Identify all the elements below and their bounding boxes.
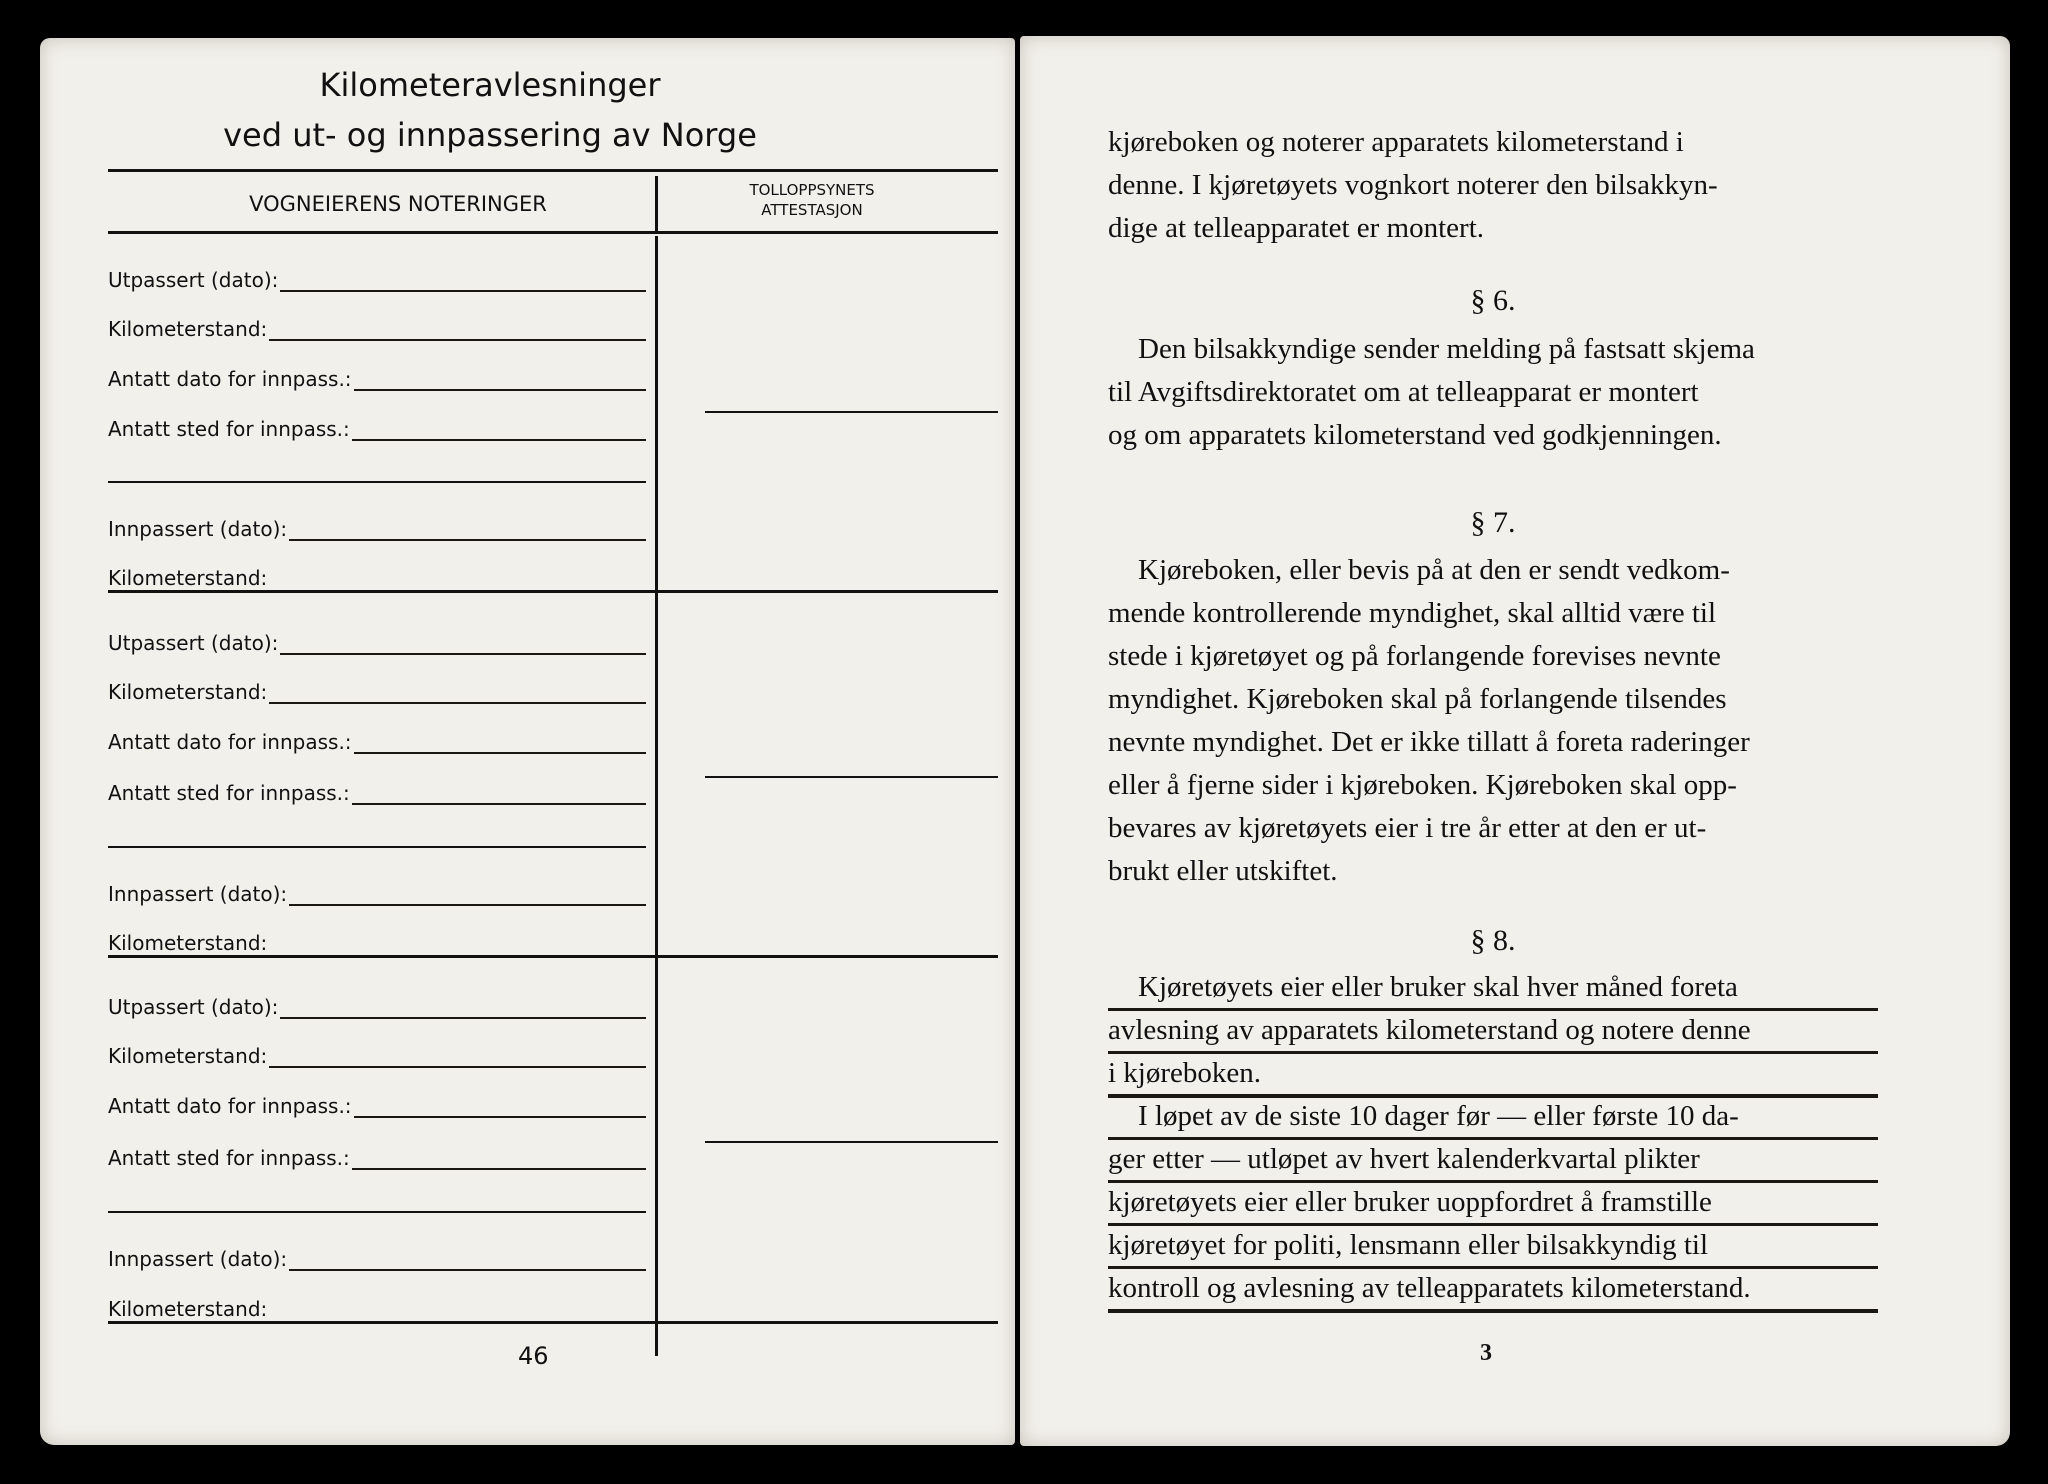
customs-column-header (662, 180, 962, 220)
field-label: Kilometerstand: (108, 1044, 268, 1068)
entry-line[interactable] (269, 319, 646, 341)
block1-innpassert-row[interactable] (108, 511, 646, 541)
text-line: kjøretøyet for politi, lensmann eller bilsakkyndig til (1108, 1229, 1709, 1261)
field-label: Innpassert (dato): (108, 1247, 288, 1271)
text-underline (1108, 1008, 1878, 1011)
left-page (40, 38, 1015, 1445)
block2-antatt-sted-row[interactable] (108, 775, 646, 805)
customs-header-line1: TOLLOPPSYNETS (749, 181, 875, 199)
text-line: stede i kjøretøyet og på forlangende forevises nevnte (1108, 640, 1721, 672)
text-line: nevnte myndighet. Det er ikke tillatt å foreta raderinger (1108, 726, 1750, 758)
header-top-rule (108, 169, 998, 172)
text-line: ger etter — utløpet av hvert kalenderkvartal plikter (1108, 1143, 1700, 1175)
field-label: Innpassert (dato): (108, 882, 288, 906)
text-underline (1108, 1051, 1878, 1054)
form-subtitle: ved ut- og innpassering av Norge (223, 116, 757, 154)
entry-line[interactable] (269, 1046, 646, 1068)
text-line: eller å fjerne sider i kjøreboken. Kjøreboken skal opp- (1108, 769, 1737, 801)
field-label: Kilometerstand: (108, 1297, 268, 1321)
entry-line[interactable] (354, 732, 646, 754)
entry-line[interactable] (289, 1249, 646, 1271)
block-separator (108, 955, 998, 958)
entry-line[interactable] (280, 633, 646, 655)
text-underline (1108, 1223, 1878, 1226)
text-underline (1108, 1266, 1878, 1269)
owner-column-header: VOGNEIERENS NOTERINGER (249, 192, 547, 216)
field-label: Kilometerstand: (108, 680, 268, 704)
section-6-heading: § 6. (1470, 284, 1516, 317)
block3-antatt-sted-row[interactable] (108, 1140, 646, 1170)
text-line: myndighet. Kjøreboken skal på forlangende tilsendes (1108, 683, 1727, 715)
block-separator (108, 590, 998, 593)
customs-sign-line[interactable] (705, 411, 998, 413)
text-underline (1108, 1137, 1878, 1140)
field-label: Antatt sted for innpass.: (108, 1146, 350, 1170)
text-line: kjøreboken og noterer apparatets kilometerstand i (1108, 126, 1684, 158)
left-page-number: 46 (518, 1342, 549, 1370)
text-underline (1108, 1180, 1878, 1183)
entry-line[interactable] (269, 682, 646, 704)
field-label: Kilometerstand: (108, 566, 268, 590)
bottom-rule (108, 1321, 998, 1324)
text-line: mende kontrollerende myndighet, skal alltid være til (1108, 597, 1717, 629)
entry-line[interactable] (289, 884, 646, 906)
block3-kilometerstand-row[interactable] (108, 1038, 646, 1068)
field-label: Utpassert (dato): (108, 631, 279, 655)
customs-header-line2: ATTESTASJON (761, 201, 863, 219)
text-line: Kjøreboken, eller bevis på at den er sendt vedkom- (1138, 554, 1730, 586)
block2-kilometerstand2-row (108, 925, 646, 955)
right-page (1020, 36, 2010, 1446)
block2-antatt-dato-row[interactable] (108, 724, 646, 754)
block3-innpassert-row[interactable] (108, 1241, 646, 1271)
block2-kilometerstand-row[interactable] (108, 674, 646, 704)
field-label: Antatt sted for innpass.: (108, 417, 350, 441)
text-line: Den bilsakkyndige sender melding på fastsatt skjema (1138, 333, 1755, 365)
field-label: Antatt dato for innpass.: (108, 367, 352, 391)
block1-utpassert-row[interactable] (108, 262, 646, 292)
text-line: denne. I kjøretøyets vognkort noterer den bilsakkyn- (1108, 169, 1718, 201)
text-line: kontroll og avlesning av telleapparatets kilometerstand. (1108, 1272, 1751, 1304)
section-7-heading: § 7. (1470, 506, 1516, 539)
entry-line[interactable] (289, 519, 646, 541)
entry-line[interactable] (354, 369, 646, 391)
column-divider (655, 236, 658, 1356)
text-line: bevares av kjøretøyets eier i tre år etter at den er ut- (1108, 812, 1707, 844)
text-underline (1108, 1309, 1878, 1313)
text-line: avlesning av apparatets kilometerstand og notere denne (1108, 1014, 1751, 1046)
entry-line[interactable] (352, 783, 646, 805)
section-8-heading: § 8. (1470, 924, 1516, 957)
section-7-paragraph (1108, 549, 1878, 893)
customs-sign-line[interactable] (705, 776, 998, 778)
blank-entry-line[interactable] (108, 1211, 646, 1213)
customs-sign-line[interactable] (705, 1141, 998, 1143)
field-label: Kilometerstand: (108, 317, 268, 341)
text-line: i kjøreboken. (1108, 1057, 1262, 1089)
block2-innpassert-row[interactable] (108, 876, 646, 906)
entry-line[interactable] (354, 1096, 646, 1118)
section-6-paragraph (1108, 328, 1878, 457)
text-line: dige at telleapparatet er montert. (1108, 212, 1485, 244)
text-line: kjøretøyets eier eller bruker uoppfordret å framstille (1108, 1186, 1712, 1218)
entry-line[interactable] (280, 997, 646, 1019)
block3-utpassert-row[interactable] (108, 989, 646, 1019)
blank-entry-line[interactable] (108, 481, 646, 483)
block3-kilometerstand2-row (108, 1291, 646, 1321)
text-line: brukt eller utskiftet. (1108, 855, 1338, 887)
header-bottom-rule (108, 231, 998, 234)
field-label: Utpassert (dato): (108, 268, 279, 292)
field-label: Antatt dato for innpass.: (108, 730, 352, 754)
block2-utpassert-row[interactable] (108, 625, 646, 655)
field-label: Utpassert (dato): (108, 995, 279, 1019)
text-line: og om apparatets kilometerstand ved godkjenningen. (1108, 419, 1722, 451)
field-label: Kilometerstand: (108, 931, 268, 955)
text-line: til Avgiftsdirektoratet om at telleapparat er montert (1108, 376, 1699, 408)
entry-line[interactable] (352, 419, 646, 441)
block1-antatt-sted-row[interactable] (108, 411, 646, 441)
blank-entry-line[interactable] (108, 846, 646, 848)
block1-antatt-dato-row[interactable] (108, 361, 646, 391)
right-page-number: 3 (1480, 1340, 1492, 1366)
text-line: Kjøretøyets eier eller bruker skal hver måned foreta (1138, 971, 1738, 1003)
form-title: Kilometeravlesninger (319, 66, 661, 104)
text-line: I løpet av de siste 10 dager før — eller første 10 da- (1138, 1100, 1739, 1132)
field-label: Antatt sted for innpass.: (108, 781, 350, 805)
field-label: Innpassert (dato): (108, 517, 288, 541)
intro-paragraph (1108, 121, 1878, 250)
text-underline (1108, 1094, 1878, 1098)
entry-line[interactable] (280, 270, 646, 292)
header-column-divider (655, 176, 658, 234)
block3-antatt-dato-row[interactable] (108, 1088, 646, 1118)
block1-kilometerstand-row[interactable] (108, 311, 646, 341)
entry-line[interactable] (352, 1148, 646, 1170)
field-label: Antatt dato for innpass.: (108, 1094, 352, 1118)
block1-kilometerstand2-row (108, 560, 646, 590)
